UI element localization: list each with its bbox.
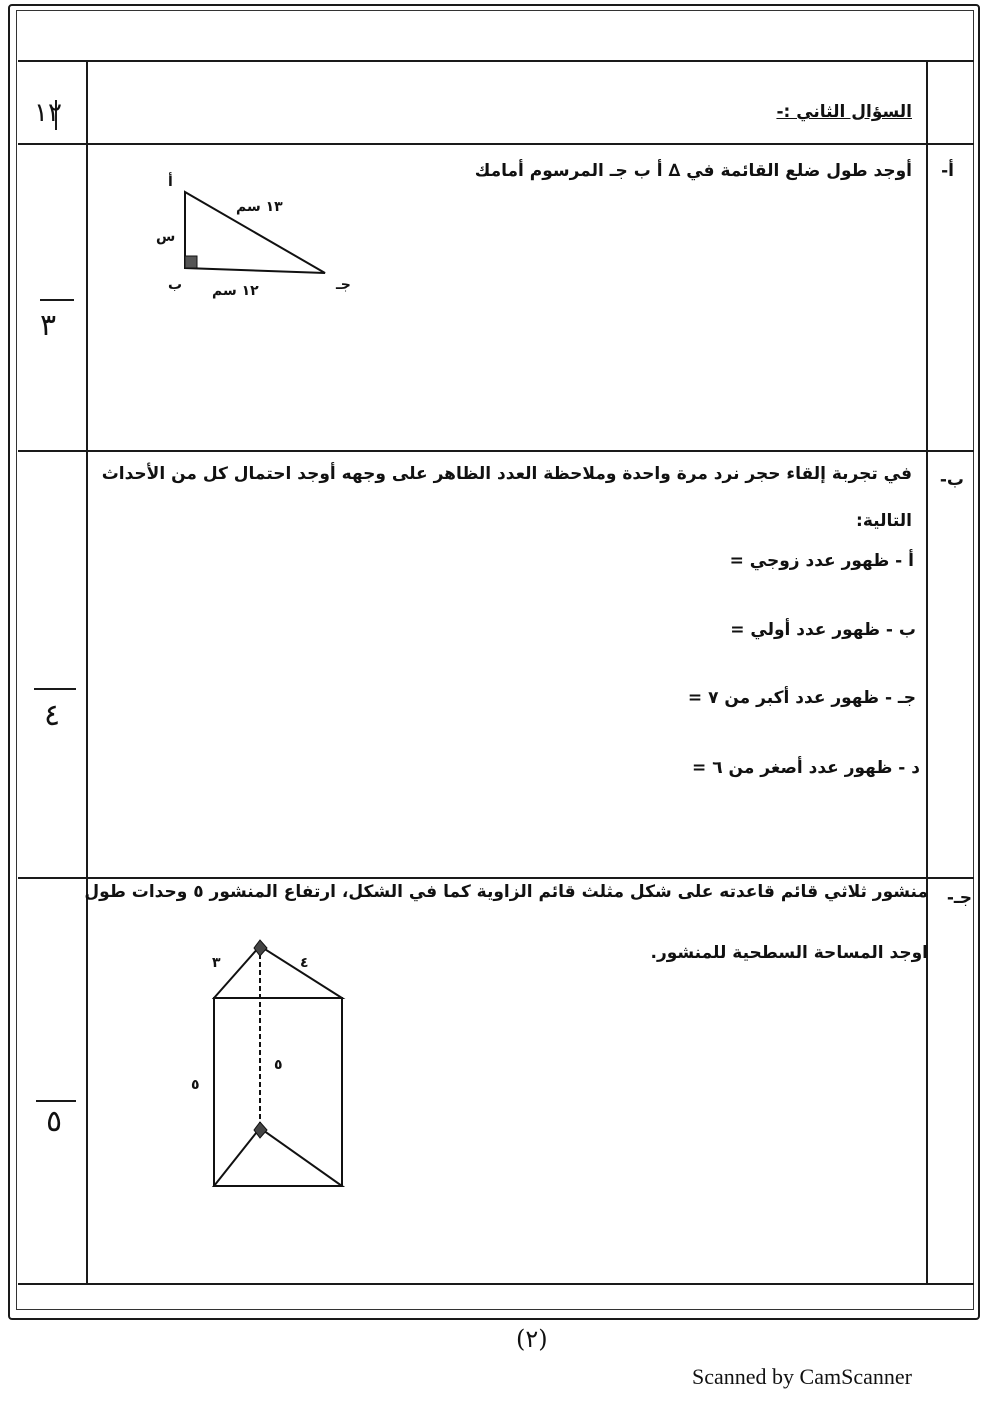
question-title: السؤال الثاني :- bbox=[776, 102, 912, 122]
vertex-b-label: ب bbox=[168, 277, 183, 293]
hypotenuse-label: ١٣ سم bbox=[236, 199, 283, 215]
part-c-line1: منشور ثلاثي قائم قاعدته على شكل مثلث قائم الزاوية كما في الشكل، ارتفاع المنشور ٥ وحدات طول bbox=[84, 882, 928, 902]
prism-front-face bbox=[214, 998, 342, 1186]
total-mark: ١٢ bbox=[34, 98, 62, 128]
mark-a-bar bbox=[40, 299, 74, 301]
bottom-right-angle-marker bbox=[254, 1122, 267, 1138]
prism-height-outer-label: ٥ bbox=[191, 1077, 200, 1093]
part-b-line2: التالية: bbox=[856, 511, 912, 531]
table-top-line bbox=[18, 60, 974, 62]
part-a-mark: ٣ bbox=[40, 308, 57, 343]
side-x-label: س bbox=[156, 229, 176, 245]
mark-c-bar bbox=[36, 1100, 76, 1102]
base-label: ١٢ سم bbox=[212, 283, 259, 299]
part-a-text: أوجد طول ضلع القائمة في ∆ أ ب جـ المرسوم أمامك bbox=[474, 161, 912, 181]
part-b-line1: في تجربة إلقاء حجر نرد مرة واحدة وملاحظة العدد الظاهر على وجهه أوجد احتمال كل من الأحداث bbox=[101, 464, 912, 484]
part-c-mark: ٥ bbox=[46, 1104, 63, 1139]
event-d: د - ظهور عدد أصغر من ٦ = bbox=[692, 758, 920, 778]
part-b-mark: ٤ bbox=[44, 698, 61, 733]
table-bottom-line bbox=[18, 1283, 974, 1285]
prism-height-inner-label: ٥ bbox=[274, 1057, 283, 1073]
prism-edge-4-label: ٤ bbox=[300, 955, 309, 971]
vertex-a-label: أ bbox=[168, 174, 173, 190]
event-c: جـ - ظهور عدد أكبر من ٧ = bbox=[687, 688, 916, 708]
prism-bottom-face bbox=[214, 1128, 342, 1186]
row-divider-1 bbox=[18, 143, 974, 145]
prism-edge-3-label: ٣ bbox=[212, 955, 221, 971]
column-divider-left bbox=[86, 60, 88, 1284]
part-b-letter: ب- bbox=[939, 470, 964, 490]
row-divider-2 bbox=[18, 450, 974, 452]
scanner-watermark: Scanned by CamScanner bbox=[692, 1364, 912, 1389]
row-divider-3 bbox=[18, 877, 974, 879]
event-a: أ - ظهور عدد زوجي = bbox=[729, 551, 914, 571]
right-angle-marker bbox=[185, 256, 197, 268]
prism-top-face bbox=[214, 946, 342, 998]
part-c-letter: جـ- bbox=[946, 888, 972, 908]
page-number: (٢) bbox=[516, 1325, 548, 1353]
event-b: ب - ظهور عدد أولي = bbox=[730, 620, 916, 640]
vertex-c-label: جـ bbox=[336, 277, 351, 293]
mark-b-bar bbox=[34, 688, 76, 690]
part-a-letter: أ- bbox=[941, 161, 954, 181]
column-divider-right bbox=[926, 60, 928, 1284]
top-right-angle-marker bbox=[254, 940, 267, 956]
part-c-line2: اوجد المساحة السطحية للمنشور. bbox=[650, 943, 928, 963]
